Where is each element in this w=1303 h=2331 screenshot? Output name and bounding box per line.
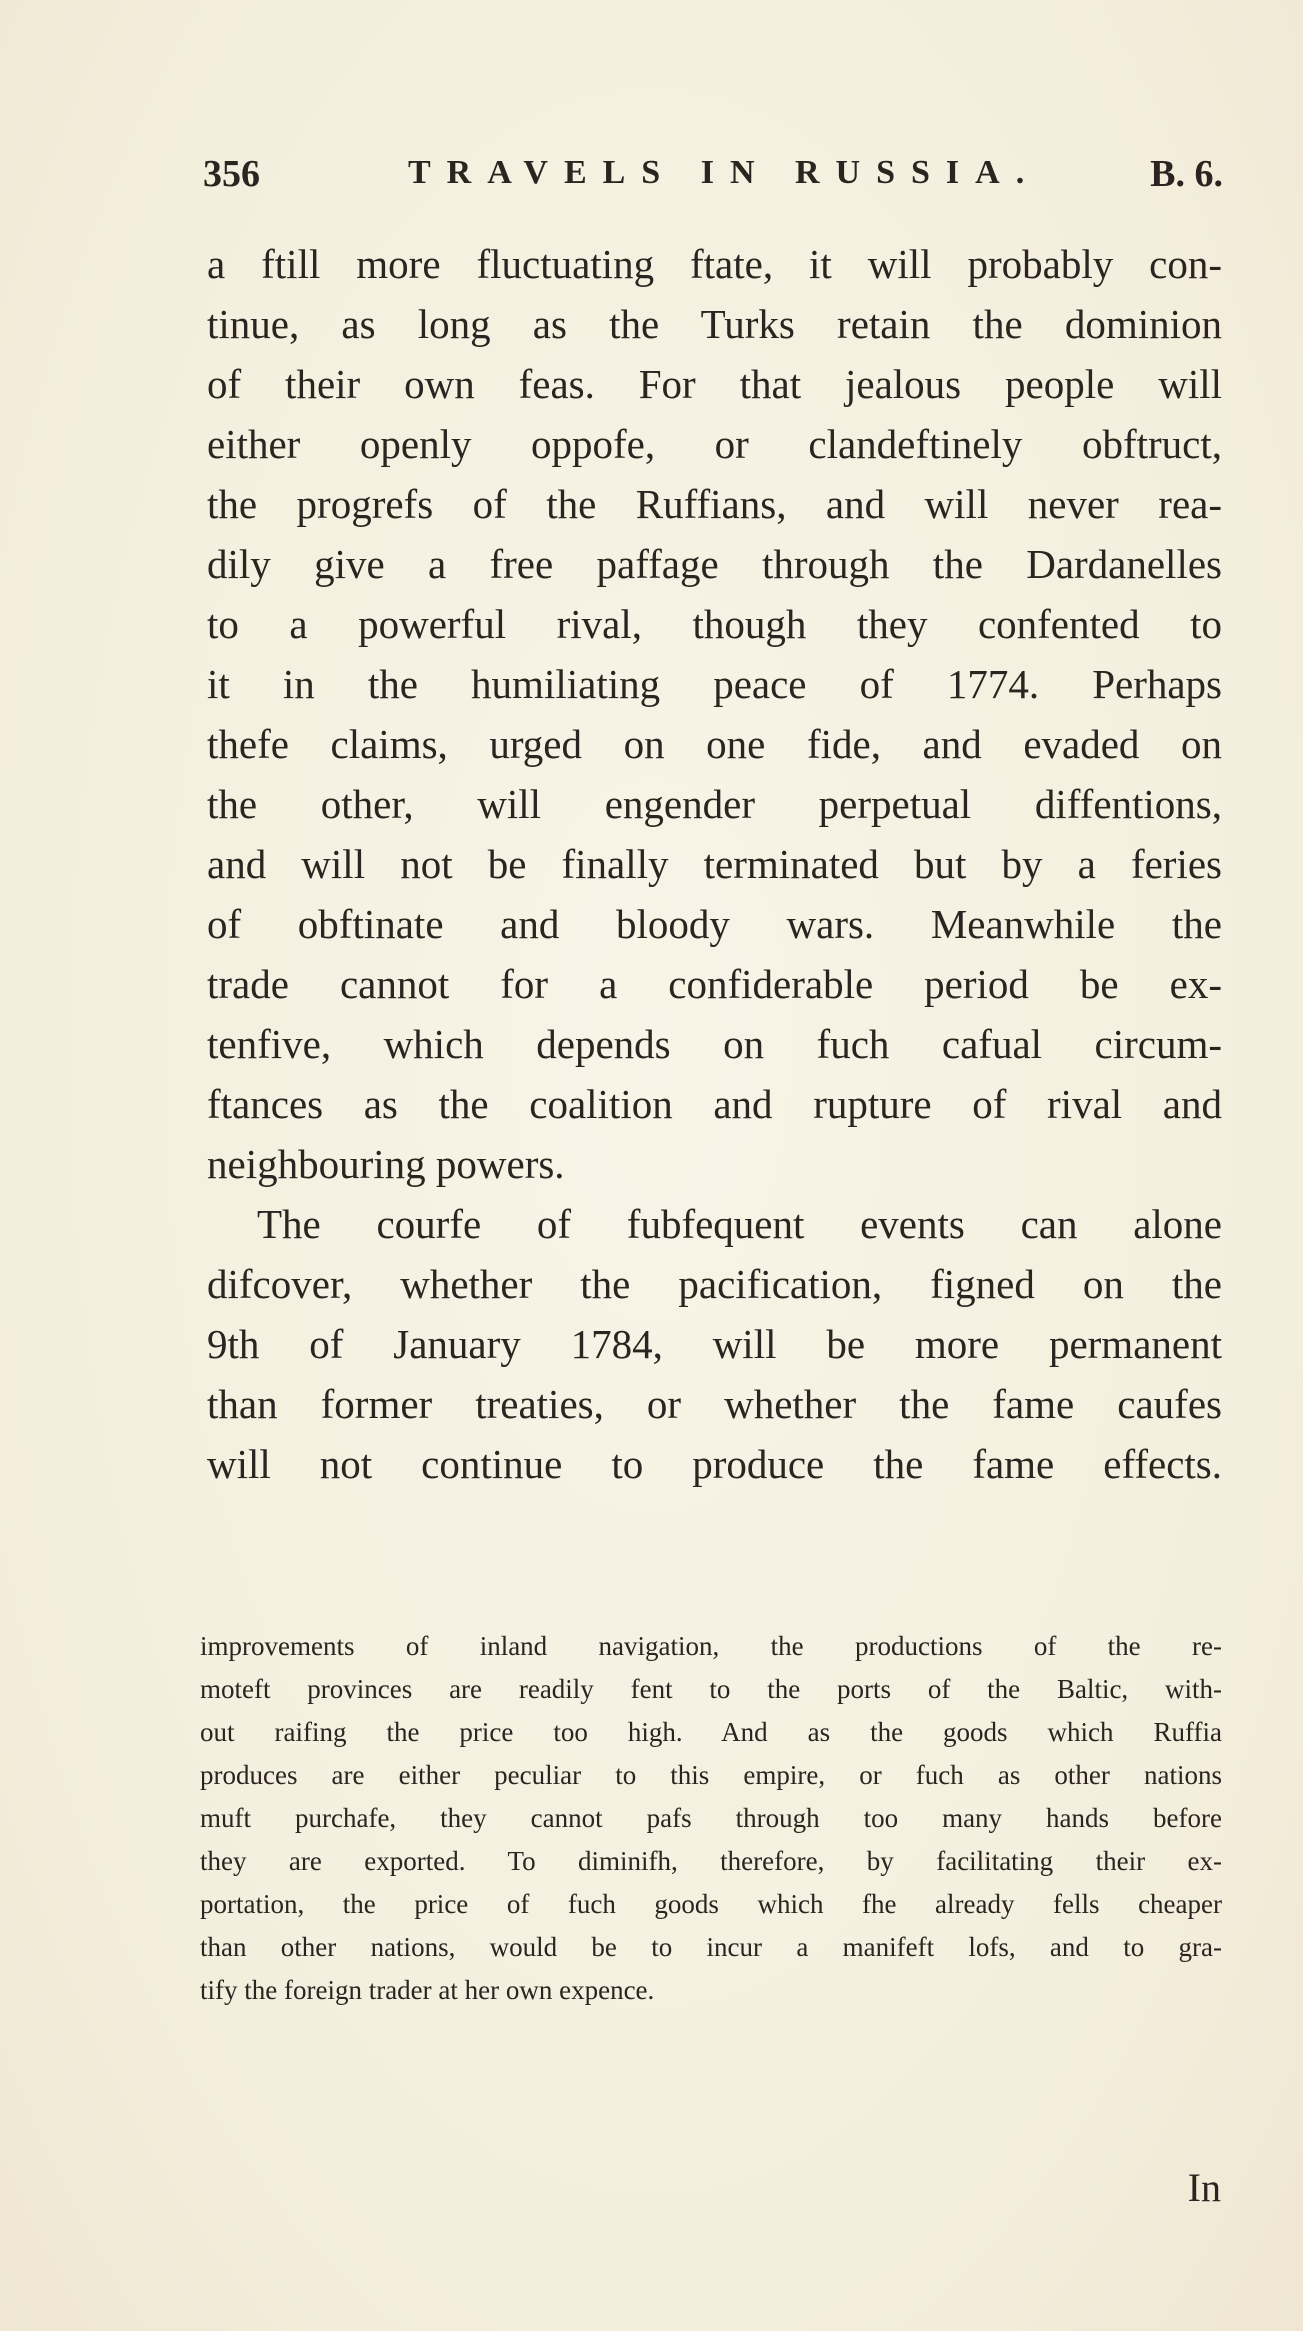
main-text: [207, 234, 1222, 1494]
footnote-line: tify the foreign trader at her own expence.: [200, 1975, 655, 2005]
running-title: TRAVELS IN RUSSIA.: [408, 154, 1041, 191]
footnote-line: out raifing the price too high. And as the goods which Ruffia: [200, 1717, 1222, 1747]
book-reference: B. 6.: [1150, 153, 1223, 195]
footnote-line: portation, the price of fuch goods which fhe already fells cheaper: [200, 1889, 1222, 1919]
text-line: of their own feas. For that jealous people will: [207, 361, 1222, 407]
text-line: to a powerful rival, though they confented to: [207, 601, 1222, 647]
text-line: 9th of January 1784, will be more permanent: [207, 1321, 1222, 1367]
text-line: tinue, as long as the Turks retain the dominion: [207, 301, 1222, 347]
text-line: ftances as the coalition and rupture of rival and: [207, 1081, 1222, 1127]
text-line: tenfive, which depends on fuch cafual circum-: [207, 1021, 1222, 1067]
text-line: The courfe of fubfequent events can alone: [257, 1201, 1222, 1247]
footnote-line: than other nations, would be to incur a manifeft lofs, and to gra-: [200, 1932, 1222, 1962]
text-line: it in the humiliating peace of 1774. Perhaps: [207, 661, 1222, 707]
running-header: [203, 152, 1223, 212]
text-line: neighbouring powers.: [207, 1141, 565, 1187]
footnote-line: improvements of inland navigation, the productions of the re-: [200, 1631, 1222, 1661]
text-line: a ftill more fluctuating ftate, it will probably con-: [207, 241, 1222, 287]
text-line: trade cannot for a confiderable period be ex-: [207, 961, 1222, 1007]
text-line: the progrefs of the Ruffians, and will never rea-: [207, 481, 1222, 527]
footnote: [200, 1625, 1222, 2012]
footnote-line: produces are either peculiar to this empire, or fuch as other nations: [200, 1760, 1222, 1790]
page-number: 356: [203, 153, 260, 195]
footnote-line: they are exported. To diminifh, therefore, by facilitating their ex-: [200, 1846, 1222, 1876]
text-line: thefe claims, urged on one fide, and evaded on: [207, 721, 1222, 767]
text-line: than former treaties, or whether the fame caufes: [207, 1381, 1222, 1427]
text-line: and will not be finally terminated but by a feries: [207, 841, 1222, 887]
text-line: difcover, whether the pacification, figned on the: [207, 1261, 1222, 1307]
text-line: will not continue to produce the fame effects.: [207, 1441, 1222, 1487]
catchword: In: [1187, 2165, 1221, 2210]
footnote-line: moteft provinces are readily fent to the ports of the Baltic, with-: [200, 1674, 1222, 1704]
text-line: dily give a free paffage through the Dardanelles: [207, 541, 1222, 587]
text-line: the other, will engender perpetual diffentions,: [207, 781, 1222, 827]
text-line: of obftinate and bloody wars. Meanwhile the: [207, 901, 1222, 947]
footnote-line: muft purchafe, they cannot pafs through too many hands before: [200, 1803, 1222, 1833]
text-line: either openly oppofe, or clandeftinely obftruct,: [207, 421, 1222, 467]
